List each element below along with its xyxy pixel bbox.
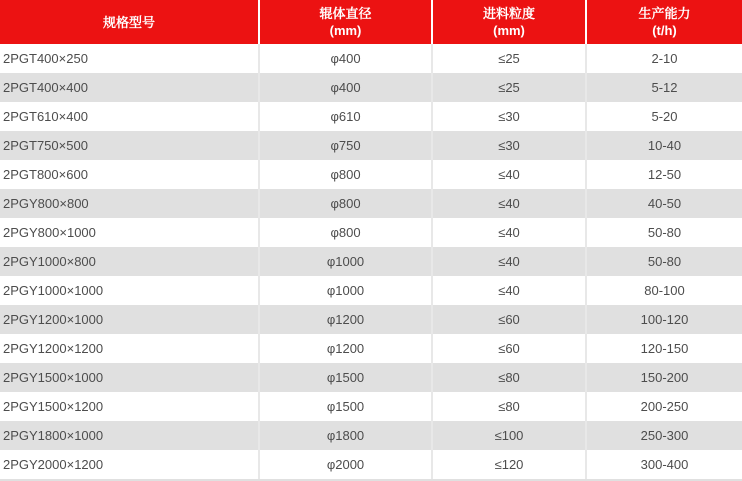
- table-header: [0, 0, 742, 44]
- value-cell: 200-250: [587, 392, 742, 421]
- value-cell: ≤100: [433, 421, 587, 450]
- value-cell: φ610: [260, 102, 433, 131]
- value-cell: φ1500: [260, 363, 433, 392]
- model-cell: 2PGY1500×1200: [0, 392, 260, 421]
- column-header-label: 辊体直径: [319, 6, 372, 21]
- model-cell: 2PGY2000×1200: [0, 450, 260, 479]
- column-header-3: [433, 0, 587, 44]
- column-header-4: [587, 0, 742, 44]
- value-cell: 80-100: [587, 276, 742, 305]
- column-header-unit: (mm): [493, 23, 525, 38]
- value-cell: 250-300: [587, 421, 742, 450]
- model-cell: 2PGT610×400: [0, 102, 260, 131]
- value-cell: 300-400: [587, 450, 742, 479]
- model-cell: 2PGT750×500: [0, 131, 260, 160]
- table-row: [0, 392, 742, 421]
- value-cell: ≤60: [433, 334, 587, 363]
- table-row: [0, 189, 742, 218]
- table-row: [0, 305, 742, 334]
- column-header-label: 规格型号: [102, 14, 155, 30]
- value-cell: φ1500: [260, 392, 433, 421]
- model-cell: 2PGY1200×1200: [0, 334, 260, 363]
- model-cell: 2PGY1500×1000: [0, 363, 260, 392]
- value-cell: ≤40: [433, 218, 587, 247]
- value-cell: ≤40: [433, 189, 587, 218]
- value-cell: φ1200: [260, 305, 433, 334]
- column-header-unit: (t/h): [652, 23, 677, 38]
- table-row: [0, 276, 742, 305]
- header-row: [0, 0, 742, 44]
- value-cell: φ1200: [260, 334, 433, 363]
- value-cell: 12-50: [587, 160, 742, 189]
- table-row: [0, 131, 742, 160]
- value-cell: ≤80: [433, 363, 587, 392]
- value-cell: 10-40: [587, 131, 742, 160]
- value-cell: 50-80: [587, 218, 742, 247]
- table-row: [0, 247, 742, 276]
- table-row: [0, 218, 742, 247]
- value-cell: φ1800: [260, 421, 433, 450]
- model-cell: 2PGT400×400: [0, 73, 260, 102]
- value-cell: 120-150: [587, 334, 742, 363]
- model-cell: 2PGY800×800: [0, 189, 260, 218]
- value-cell: φ400: [260, 73, 433, 102]
- value-cell: φ750: [260, 131, 433, 160]
- column-header-unit: (mm): [329, 23, 362, 38]
- value-cell: 100-120: [587, 305, 742, 334]
- value-cell: 150-200: [587, 363, 742, 392]
- model-cell: 2PGT800×600: [0, 160, 260, 189]
- table-row: [0, 363, 742, 392]
- column-header-label: 进料粒度: [482, 6, 535, 21]
- value-cell: 40-50: [587, 189, 742, 218]
- value-cell: φ1000: [260, 276, 433, 305]
- value-cell: ≤30: [433, 131, 587, 160]
- column-header-label: 生产能力: [638, 6, 691, 21]
- table-row: [0, 160, 742, 189]
- value-cell: 5-12: [587, 73, 742, 102]
- value-cell: φ800: [260, 218, 433, 247]
- value-cell: φ1000: [260, 247, 433, 276]
- value-cell: ≤40: [433, 276, 587, 305]
- table-row: [0, 450, 742, 479]
- table-row: [0, 334, 742, 363]
- value-cell: 2-10: [587, 44, 742, 73]
- model-cell: 2PGY1800×1000: [0, 421, 260, 450]
- model-cell: 2PGY1000×1000: [0, 276, 260, 305]
- value-cell: ≤120: [433, 450, 587, 479]
- value-cell: ≤40: [433, 160, 587, 189]
- value-cell: ≤80: [433, 392, 587, 421]
- model-cell: 2PGY1000×800: [0, 247, 260, 276]
- value-cell: ≤60: [433, 305, 587, 334]
- model-cell: 2PGT400×250: [0, 44, 260, 73]
- value-cell: ≤25: [433, 44, 587, 73]
- table-row: [0, 102, 742, 131]
- value-cell: ≤25: [433, 73, 587, 102]
- value-cell: 50-80: [587, 247, 742, 276]
- model-cell: 2PGY800×1000: [0, 218, 260, 247]
- column-header-2: [260, 0, 433, 44]
- value-cell: 5-20: [587, 102, 742, 131]
- value-cell: φ800: [260, 160, 433, 189]
- model-cell: 2PGY1200×1000: [0, 305, 260, 334]
- table-row: [0, 44, 742, 73]
- column-header-1: [0, 0, 260, 44]
- value-cell: ≤40: [433, 247, 587, 276]
- value-cell: φ400: [260, 44, 433, 73]
- value-cell: φ2000: [260, 450, 433, 479]
- value-cell: φ800: [260, 189, 433, 218]
- table-row: [0, 421, 742, 450]
- table-row: [0, 73, 742, 102]
- value-cell: ≤30: [433, 102, 587, 131]
